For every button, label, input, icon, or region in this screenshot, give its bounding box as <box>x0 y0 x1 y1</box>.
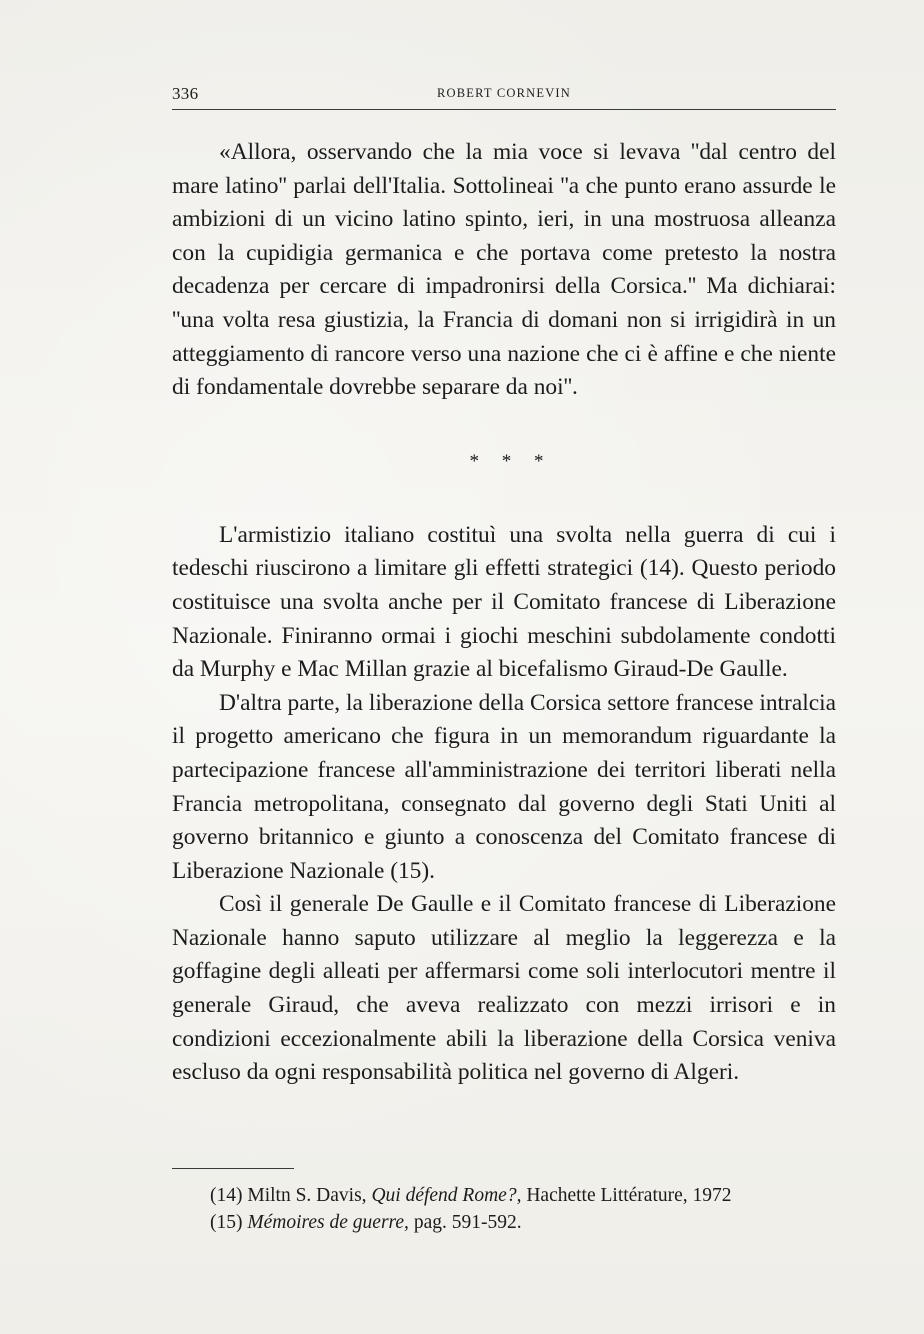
footnote-marker: (14) <box>210 1185 243 1206</box>
page-header <box>172 84 836 108</box>
asterism: * * * <box>469 450 553 472</box>
footnote-15 <box>210 1209 850 1236</box>
footnote-title: Qui défend Rome?, <box>371 1185 522 1206</box>
footnote-author: Miltn S. Davis, <box>247 1185 367 1206</box>
paragraph-1: «Allora, osservando che la mia voce si levava ''dal centro del mare latino'' parlai dell'Italia. Sottolineai ''a che punto erano assurde le ambizioni di un vicino latino spinto, ieri, in una mostruosa alleanza con la cupidigia germanica e che portava come pretesto la nostra decadenza per cercare di impadronirsi della Corsica.'' Ma dichiarai: ''una volta resa giustizia, la Francia di domani non si irrigidirà in un atteggiamento di rancore verso una nazione che ci è affine e che niente di fondamentale dovrebbe separare da noi''. <box>172 139 836 401</box>
footnote-14 <box>210 1182 850 1209</box>
footnote-pages: pag. 591-592. <box>413 1212 522 1233</box>
running-head: ROBERT CORNEVIN <box>436 86 572 100</box>
paragraph-4: Così il generale De Gaulle e il Comitato francese di Liberazione Nazionale hanno saputo utilizzare al meglio la leggerezza e la goffagine degli alleati per affermarsi come soli interlocutori mentre il generale Giraud, che aveva realizzato con mezzi irrisori e in condizioni eccezionalmente abili la liberazione della Corsica veniva escluso da ogni responsabilità politica nel governo di Algeri. <box>172 891 836 1086</box>
header-rule <box>172 109 836 110</box>
footnotes <box>210 1182 850 1236</box>
footnote-marker: (15) <box>210 1212 243 1233</box>
page-number: 336 <box>172 84 199 103</box>
footnote-title: Mémoires de guerre, <box>247 1212 409 1233</box>
paragraph-3: D'altra parte, la liberazione della Corsica settore francese intralcia il progetto americano che figura in un memorandum riguardante la partecipazione francese all'amministrazione dei territori liberati nella Francia metropolitana, consegnato dal governo degli Stati Uniti al governo britannico e giunto a conoscenza del Comitato francese di Liberazione Nazionale (15). <box>172 689 836 884</box>
paragraph-2: L'armistizio italiano costituì una svolta nella guerra di cui i tedeschi riuscirono a limitare gli effetti strategici (14). Questo periodo costituisce una svolta anche per il Comitato francese di Liberazione Nazionale. Finiranno ormai i giochi meschini subdolamente condotti da Murphy e Mac Millan grazie al bicefalismo Giraud-De Gaulle. <box>172 521 836 683</box>
footnote-publication: Hachette Littérature, 1972 <box>526 1185 732 1206</box>
footnote-rule <box>172 1168 294 1169</box>
body-text <box>172 136 836 1090</box>
section-break <box>172 405 836 519</box>
